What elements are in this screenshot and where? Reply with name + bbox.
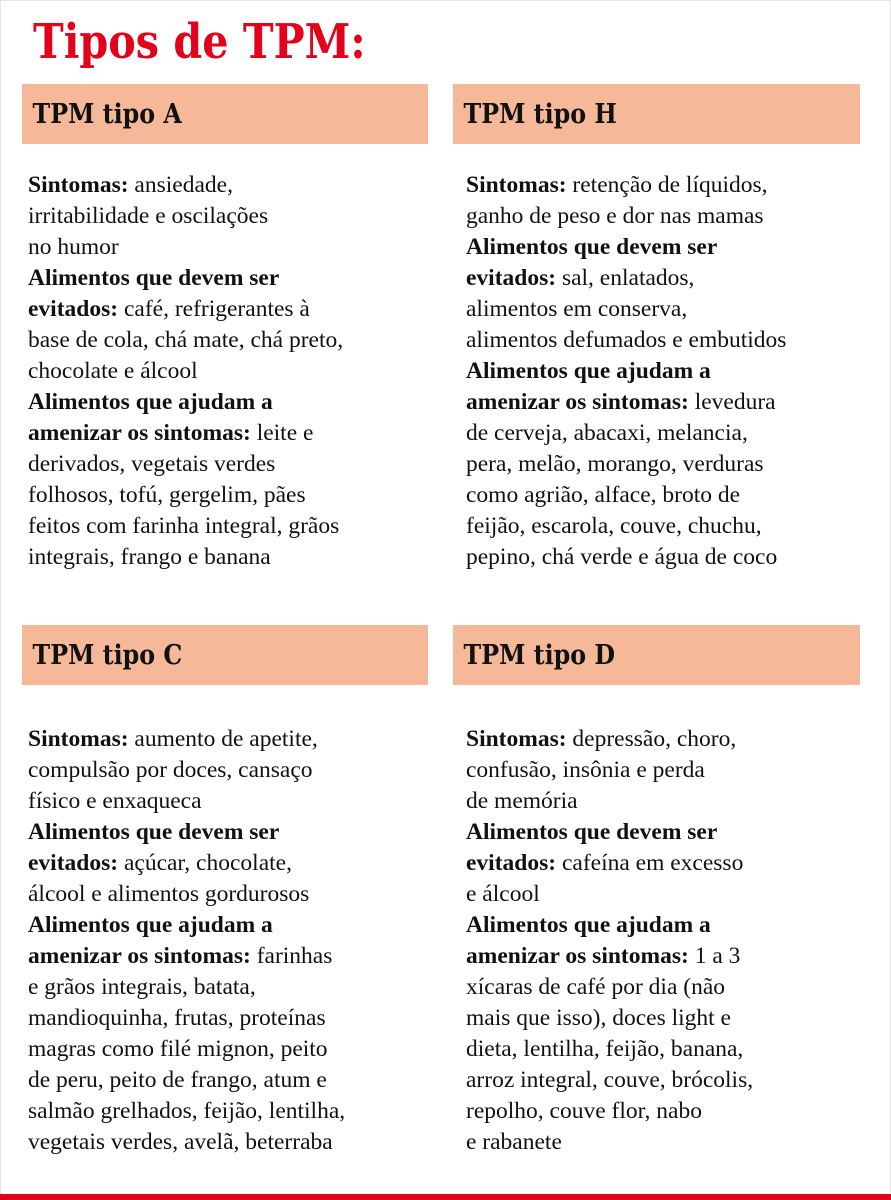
avoid-text: sal, enlatados, alimentos em conserva, alimentos defumados e embutidos [466,265,787,353]
helpful-text: farinhas e grãos integrais, batata, mandioquinha, frutas, proteínas magras como filé mignon, peito de peru, peito de frango, atum e salmão grelhados, feijão, lentilha, vegetais verdes, avelã, beterraba [28,943,346,1155]
panel-h-body [466,170,876,573]
helpful-label: Alimentos que ajudam a amenizar os sintomas: [466,912,711,969]
panel-d-heading: TPM tipo D [463,639,616,671]
avoid-label: Alimentos que devem ser evitados: [466,234,718,291]
symptoms-label: Sintomas: [466,172,567,198]
panel-a-heading: TPM tipo A [32,98,182,130]
panel-a-body [28,170,428,573]
helpful-text: levedura de cerveja, abacaxi, melancia, pera, melão, morango, verduras como agrião, alface, broto de feijão, escarola, couve, chuchu, pepino, chá verde e água de coco [466,389,778,570]
symptoms-label: Sintomas: [28,172,129,198]
panel-c-heading: TPM tipo C [32,639,183,671]
symptoms-label: Sintomas: [466,726,567,752]
avoid-label: Alimentos que devem ser evitados: [28,265,280,322]
symptoms-label: Sintomas: [28,726,129,752]
helpful-text: leite e derivados, vegetais verdes folhosos, tofú, gergelim, pães feitos com farinha integral, grãos integrais, frango e banana [28,420,340,570]
symptoms-text: aumento de apetite, compulsão por doces, cansaço físico e enxaqueca [28,726,318,814]
helpful-label: Alimentos que ajudam a amenizar os sintomas: [28,389,273,446]
helpful-label: Alimentos que ajudam a amenizar os sintomas: [28,912,273,969]
avoid-label: Alimentos que devem ser evitados: [466,819,718,876]
panel-d-body [466,724,876,1158]
helpful-label: Alimentos que ajudam a amenizar os sintomas: [466,358,711,415]
avoid-text: café, refrigerantes à base de cola, chá mate, chá preto, chocolate e álcool [28,296,344,384]
panel-h-heading: TPM tipo H [463,98,617,130]
panel-d-header [453,625,860,685]
panel-c-header [22,625,428,685]
avoid-text: cafeína em excesso e álcool [466,850,744,907]
panel-c-body [28,724,428,1158]
symptoms-text: depressão, choro, confusão, insônia e perda de memória [466,726,737,814]
symptoms-text: retenção de líquidos, ganho de peso e dor nas mamas [466,172,768,229]
helpful-text: 1 a 3 xícaras de café por dia (não mais que isso), doces light e dieta, lentilha, feijão, banana, arroz integral, couve, brócolis, repolho, couve flor, nabo e rabanete [466,943,754,1155]
page-title: Tipos de TPM: [33,14,366,70]
symptoms-text: ansiedade, irritabilidade e oscilações no humor [28,172,269,260]
avoid-text: açúcar, chocolate, álcool e alimentos gordurosos [28,850,310,907]
panel-a-header [22,84,428,144]
avoid-label: Alimentos que devem ser evitados: [28,819,280,876]
panel-h-header [453,84,860,144]
bottom-accent-bar [0,1194,891,1200]
